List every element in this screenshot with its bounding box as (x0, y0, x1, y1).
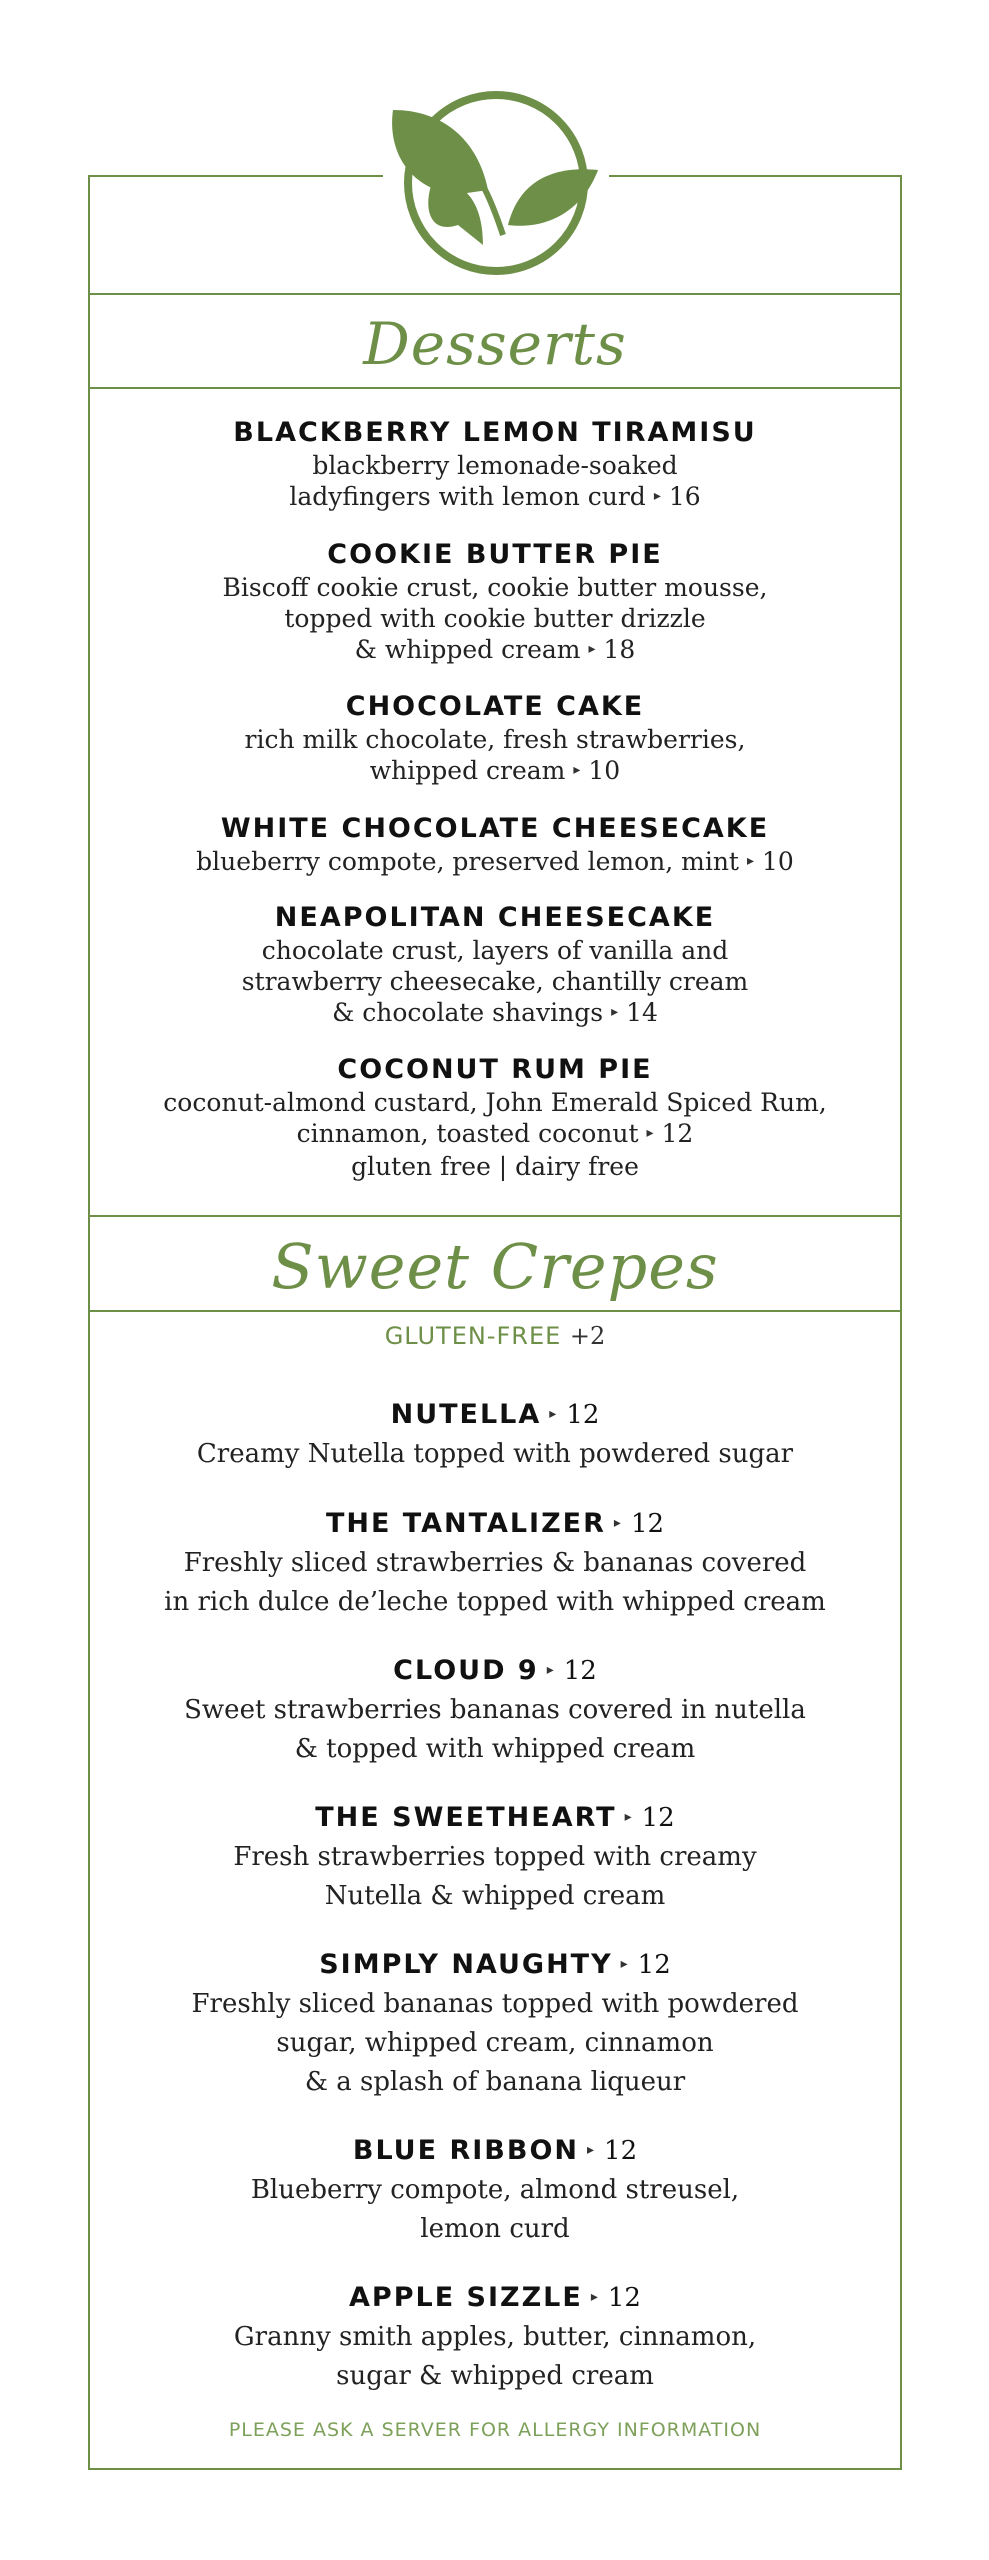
item-name: BLACKBERRY LEMON TIRAMISU (233, 417, 757, 448)
crepe-item (88, 2132, 902, 2249)
dessert-item (88, 812, 902, 879)
item-description: Freshly sliced bananas topped with powdered (191, 1988, 799, 2019)
item-price: 14 (626, 998, 658, 1027)
item-name: THE SWEETHEART (315, 1802, 617, 1833)
dessert-item (88, 1053, 902, 1182)
crepe-item (88, 1946, 902, 2102)
item-name: APPLE SIZZLE (349, 2282, 583, 2313)
divider (88, 1215, 902, 1217)
crepe-item (88, 1505, 902, 1622)
item-description: sugar, whipped cream, cinnamon (276, 2027, 714, 2058)
triangle-icon: ▸ (587, 2141, 597, 2158)
triangle-icon: ▸ (588, 641, 596, 657)
leaf-logo-icon (383, 85, 609, 281)
item-description: chocolate crust, layers of vanilla and (261, 936, 729, 965)
triangle-icon: ▸ (546, 1661, 556, 1678)
dessert-item (88, 538, 902, 667)
allergy-note: PLEASE ASK A SERVER FOR ALLERGY INFORMATION (228, 2419, 762, 2441)
item-price: 12 (604, 2136, 638, 2166)
triangle-icon: ▸ (573, 762, 581, 778)
item-description: topped with cookie butter drizzle (284, 604, 706, 633)
item-description: Creamy Nutella topped with powdered sugar (196, 1438, 794, 1469)
item-description: Granny smith apples, butter, cinnamon, (233, 2321, 757, 2352)
dietary-note: gluten free | dairy free (351, 1152, 639, 1181)
gluten-free-label: GLUTEN-FREE (384, 1322, 562, 1350)
triangle-icon: ▸ (746, 853, 755, 869)
triangle-icon: ▸ (620, 1955, 630, 1972)
item-description: Fresh strawberries topped with creamy (233, 1841, 757, 1872)
item-price: 12 (630, 1509, 665, 1539)
item-description: ladyfingers with lemon curd ▸ 16 (289, 482, 701, 511)
item-name-row (88, 1799, 902, 1838)
triangle-icon: ▸ (549, 1405, 559, 1422)
item-price: 12 (641, 1803, 675, 1833)
item-description: in rich dulce de’leche topped with whipped cream (164, 1586, 826, 1617)
gluten-free-price: +2 (569, 1322, 606, 1350)
item-name-row (88, 1652, 902, 1691)
item-name: SIMPLY NAUGHTY (319, 1949, 613, 1980)
item-price: 12 (607, 2283, 641, 2313)
item-description: & a splash of banana liqueur (304, 2066, 686, 2097)
dessert-item (88, 690, 902, 788)
dessert-item (88, 416, 902, 514)
desserts-title: Desserts (363, 310, 627, 378)
divider (88, 293, 902, 295)
triangle-icon: ▸ (590, 2288, 600, 2305)
divider (88, 387, 902, 389)
item-name-row (88, 1946, 902, 1985)
item-description: & chocolate shavings ▸ 14 (332, 998, 658, 1027)
item-name: COOKIE BUTTER PIE (327, 539, 663, 570)
item-price: 10 (588, 756, 621, 785)
item-description: lemon curd (420, 2213, 570, 2244)
crepe-item (88, 2279, 902, 2396)
item-price: 10 (762, 847, 794, 876)
triangle-icon: ▸ (653, 488, 661, 504)
crepe-item (88, 1652, 902, 1769)
item-name: COCONUT RUM PIE (337, 1054, 653, 1085)
item-price: 12 (563, 1656, 597, 1686)
gluten-free-note (88, 1322, 902, 1350)
item-name: BLUE RIBBON (352, 2135, 579, 2166)
item-description: Nutella & whipped cream (324, 1880, 666, 1911)
crepes-title: Sweet Crepes (271, 1230, 719, 1303)
item-description: Sweet strawberries bananas covered in nutella (184, 1694, 806, 1725)
item-price: 18 (603, 635, 636, 664)
item-description: Biscoff cookie crust, cookie butter mousse, (222, 573, 768, 602)
item-name-row (88, 2132, 902, 2171)
triangle-icon: ▸ (624, 1808, 634, 1825)
triangle-icon: ▸ (646, 1125, 654, 1141)
item-name: NUTELLA (390, 1399, 542, 1430)
item-description: whipped cream ▸ 10 (369, 756, 621, 785)
item-description: & topped with whipped cream (294, 1733, 696, 1764)
divider (88, 1310, 902, 1312)
item-name-row (88, 1396, 902, 1435)
triangle-icon: ▸ (611, 1004, 619, 1020)
item-name: WHITE CHOCOLATE CHEESECAKE (220, 813, 770, 844)
item-description: rich milk chocolate, fresh strawberries, (244, 725, 746, 754)
item-price: 12 (637, 1950, 671, 1980)
item-name: NEAPOLITAN CHEESECAKE (274, 902, 716, 933)
item-price: 12 (566, 1400, 600, 1430)
item-name: CHOCOLATE CAKE (345, 691, 645, 722)
item-description: cinnamon, toasted coconut ▸ 12 (296, 1119, 694, 1148)
item-name: CLOUD 9 (393, 1655, 539, 1686)
item-description: & whipped cream ▸ 18 (354, 635, 636, 664)
item-description: sugar & whipped cream (336, 2360, 654, 2391)
item-description: Blueberry compote, almond streusel, (250, 2174, 740, 2205)
item-description: strawberry cheesecake, chantilly cream (241, 967, 749, 996)
crepe-item (88, 1396, 902, 1474)
item-name-row (88, 1505, 902, 1544)
item-name: THE TANTALIZER (325, 1508, 606, 1539)
dessert-item (88, 901, 902, 1030)
item-description: coconut-almond custard, John Emerald Spiced Rum, (163, 1088, 827, 1117)
item-description: blueberry compote, preserved lemon, mint ▸ 10 (196, 847, 794, 876)
item-name-row (88, 2279, 902, 2318)
triangle-icon: ▸ (613, 1514, 623, 1531)
item-description: blackberry lemonade-soaked (312, 451, 678, 480)
crepe-item (88, 1799, 902, 1916)
item-description: Freshly sliced strawberries & bananas covered (183, 1547, 807, 1578)
item-price: 16 (668, 482, 701, 511)
item-price: 12 (661, 1119, 694, 1148)
